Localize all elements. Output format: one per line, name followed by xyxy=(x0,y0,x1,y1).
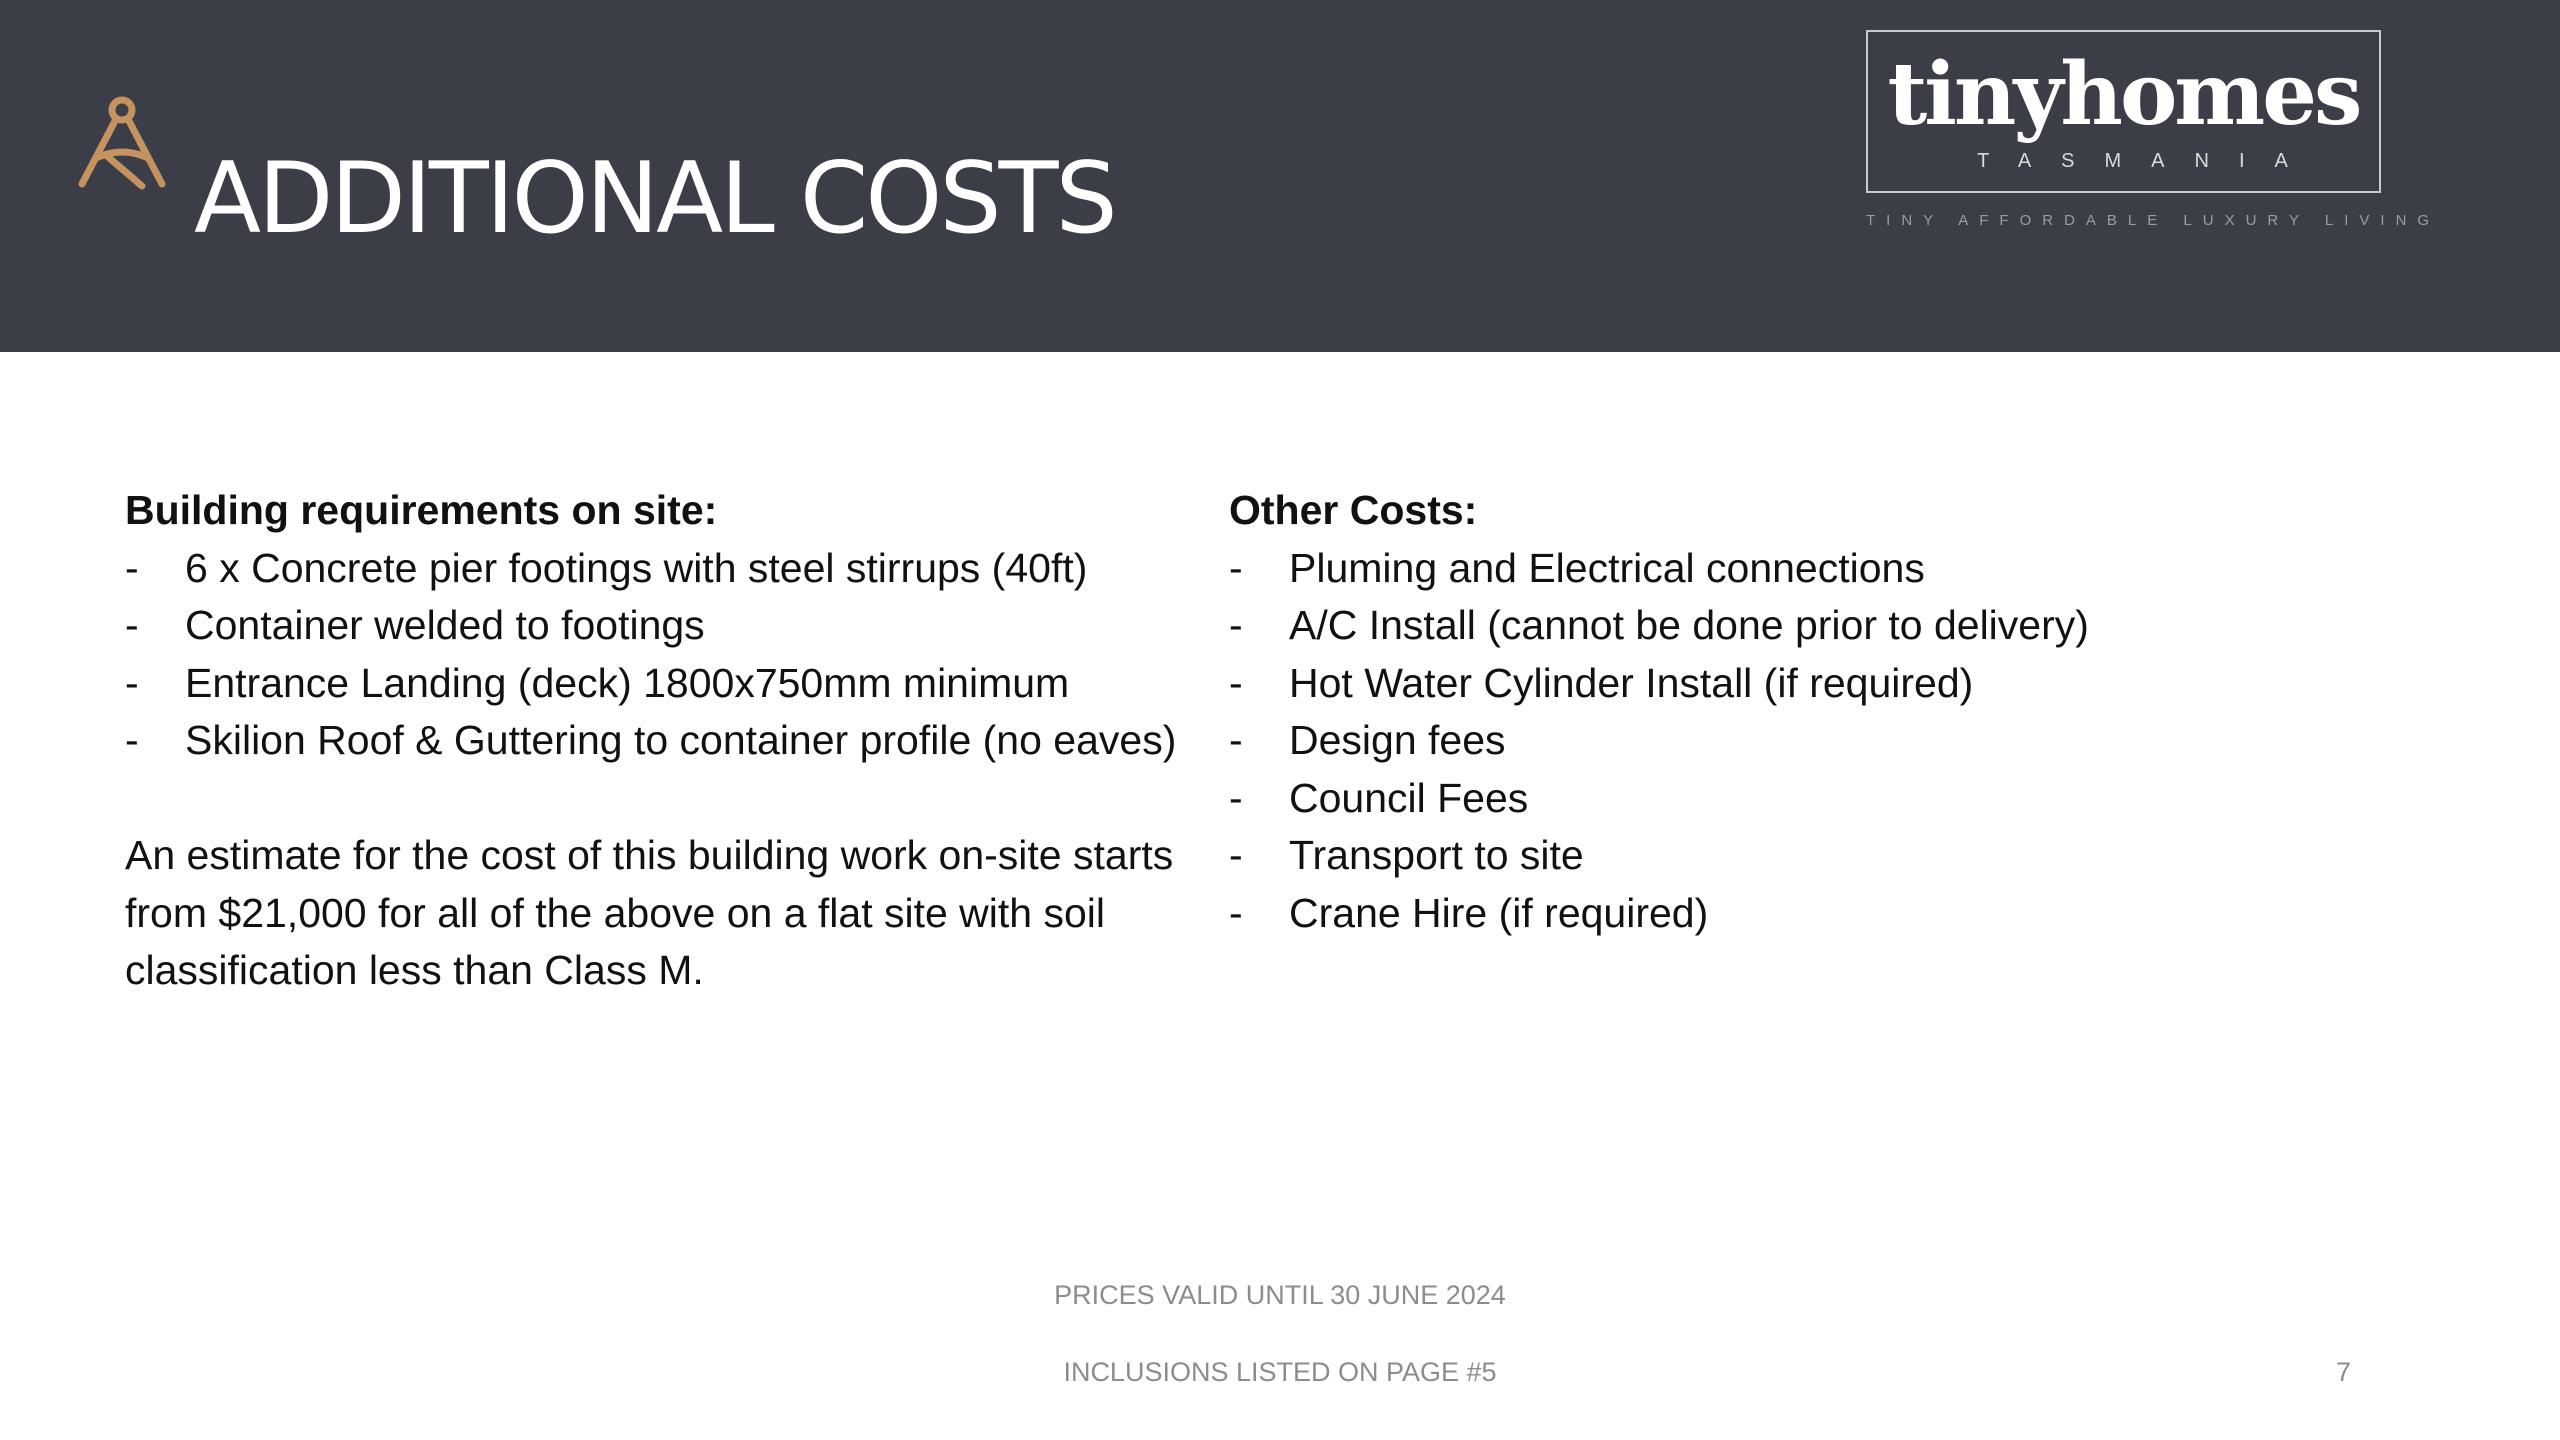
section-heading: Building requirements on site: xyxy=(125,487,718,533)
prices-valid-note: PRICES VALID UNTIL 30 JUNE 2024 xyxy=(1054,1280,1506,1310)
list-item-text: Skilion Roof & Guttering to container profile (no eaves) xyxy=(185,717,1177,763)
list-dash: - xyxy=(1229,889,1243,936)
list-dash: - xyxy=(125,659,139,706)
list-dash: - xyxy=(1229,659,1243,706)
list-item-text: Pluming and Electrical connections xyxy=(1289,544,1925,591)
list-item-text: A/C Install (cannot be done prior to delivery) xyxy=(1289,602,2089,648)
list-dash: - xyxy=(125,602,139,648)
list-item xyxy=(125,540,1185,598)
list-item-text: Container welded to footings xyxy=(185,602,705,648)
building-requirements-list xyxy=(125,540,1185,770)
list-dash: - xyxy=(1229,832,1243,878)
logo-subtitle: TASMANIA xyxy=(1977,150,2318,172)
section-heading: Other Costs: xyxy=(1229,487,1478,533)
list-dash: - xyxy=(1229,602,1243,648)
list-item xyxy=(1229,655,2379,713)
list-item xyxy=(125,597,1185,655)
list-dash: - xyxy=(125,717,139,763)
list-item xyxy=(125,712,1185,770)
list-dash: - xyxy=(1229,544,1243,591)
list-dash: - xyxy=(1229,717,1243,763)
other-costs-section xyxy=(1229,482,2379,942)
brand-logo xyxy=(1866,30,2381,193)
cost-estimate-paragraph: An estimate for the cost of this building work on-site starts from $21,000 for all of the above on a flat site with soil classification less than Class M. xyxy=(125,832,1174,993)
page-number: 7 xyxy=(2336,1357,2352,1387)
list-item xyxy=(1229,540,2379,598)
list-item xyxy=(1229,712,2379,770)
list-item xyxy=(125,655,1185,713)
inclusions-note: INCLUSIONS LISTED ON PAGE #5 xyxy=(1063,1357,1497,1387)
list-item-text: 6 x Concrete pier footings with steel stirrups (40ft) xyxy=(185,544,1088,591)
page-title: ADDITIONAL COSTS xyxy=(194,142,1115,256)
list-item xyxy=(1229,885,2379,943)
building-requirements-section xyxy=(125,482,1185,1041)
list-item-text: Council Fees xyxy=(1289,774,1529,821)
logo-tagline: TINY AFFORDABLE LUXURY LIVING xyxy=(1866,212,2441,229)
list-dash: - xyxy=(125,544,139,591)
list-item xyxy=(1229,597,2379,655)
list-item-text: Design fees xyxy=(1289,717,1506,763)
list-dash: - xyxy=(1229,774,1243,821)
header-banner xyxy=(0,0,2560,352)
compass-icon xyxy=(72,94,172,194)
list-item-text: Crane Hire (if required) xyxy=(1289,889,1709,936)
list-item-text: Hot Water Cylinder Install (if required) xyxy=(1289,659,1974,706)
list-item xyxy=(1229,770,2379,828)
list-item-text: Transport to site xyxy=(1289,832,1584,878)
list-item-text: Entrance Landing (deck) 1800x750mm minimum xyxy=(185,659,1070,706)
other-costs-list xyxy=(1229,540,2379,943)
list-item xyxy=(1229,827,2379,885)
logo-wordmark: tinyhomes xyxy=(1887,44,2360,145)
